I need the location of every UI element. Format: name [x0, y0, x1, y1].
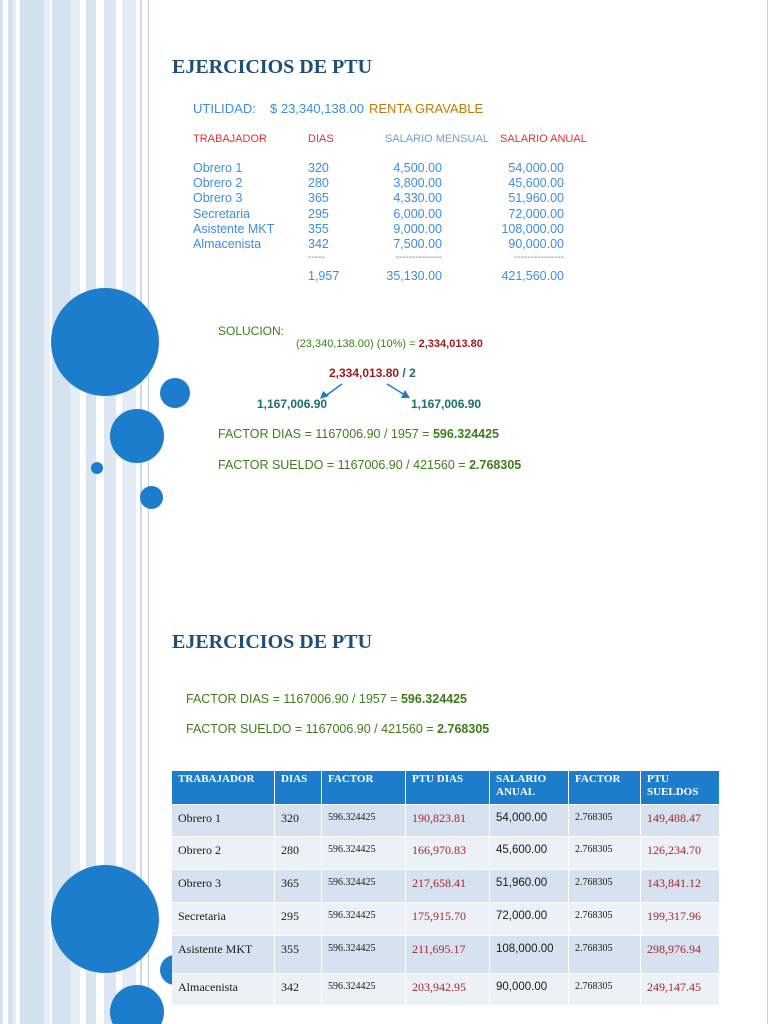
decor-stripe [20, 512, 44, 1024]
cell-name: Asistente MKT [172, 935, 275, 973]
column-header: TRABAJADOR [172, 771, 275, 804]
decor-circle [140, 486, 163, 509]
worker-salario-anual: 54,000.00 [508, 161, 564, 175]
half-right: 1,167,006.90 [411, 397, 482, 411]
factor-dias-line [218, 427, 499, 441]
cell-factor: 596.324425 [322, 973, 406, 1005]
table-row [172, 902, 720, 935]
cell-dias: 355 [275, 935, 322, 973]
cell-ptu-sueldos: 298,976.94 [641, 935, 720, 973]
worker-salario-mensual: 7,500.00 [393, 237, 442, 251]
cell-ptu-dias: 211,695.17 [406, 935, 490, 973]
factor-sueldo-value: 2.768305 [437, 722, 490, 736]
worker-salario-mensual: 6,000.00 [393, 206, 442, 221]
factor-sueldo-line [218, 458, 521, 472]
formula-result: 2,334,013.80 [418, 338, 483, 350]
decor-stripe [0, 512, 3, 1024]
worker-dias: 365 [308, 191, 329, 206]
worker-dias: 320 [308, 161, 329, 175]
split-divisor: / 2 [402, 366, 416, 380]
decor-circle [110, 409, 164, 463]
cell-salario: 54,000.00 [490, 804, 569, 836]
cell-factor: 596.324425 [322, 804, 406, 836]
table-header-row [172, 771, 720, 804]
separator-mensual: -------------- [395, 252, 442, 263]
cell-salario: 108,000.00 [490, 935, 569, 973]
decor-stripe [70, 0, 80, 512]
cell-factor: 596.324425 [322, 902, 406, 935]
cell-ptu-sueldos: 126,234.70 [641, 836, 720, 869]
cell-ptu-dias: 217,658.41 [406, 869, 490, 902]
worker-salario-anual: 72,000.00 [508, 206, 564, 221]
worker-name: Obrero 3 [193, 191, 243, 206]
worker-name: Almacenista [193, 237, 262, 251]
slide-title: EJERCICIOS DE PTU [172, 56, 373, 78]
split-value: 2,334,013.80 [329, 366, 400, 380]
factor-dias-value: 596.324425 [432, 427, 500, 441]
table-row [172, 935, 720, 973]
cell-ptu-sueldos: 143,841.12 [641, 869, 720, 902]
worker-salario-mensual: 3,800.00 [393, 176, 442, 191]
cell-name: Obrero 2 [172, 836, 275, 869]
cell-salario: 45,600.00 [490, 836, 569, 869]
worker-salario-anual: 45,600.00 [508, 176, 564, 191]
renta-gravable-label: RENTA GRAVABLE [369, 101, 484, 116]
decor-stripe [13, 0, 16, 512]
cell-ptu-dias: 175,915.70 [406, 902, 490, 935]
cell-ptu-sueldos: 249,147.45 [641, 973, 720, 1005]
decor-circle [110, 985, 164, 1024]
cell-name: Obrero 1 [172, 804, 275, 836]
table-row [172, 973, 720, 1005]
cell-dias: 342 [275, 973, 322, 1005]
table-row [172, 869, 720, 902]
worker-salario-mensual: 4,500.00 [393, 161, 442, 175]
formula-line [296, 338, 483, 350]
decor-stripe [13, 512, 16, 1024]
decor-stripe [96, 0, 104, 512]
worker-salario-anual: 51,960.00 [508, 191, 564, 206]
utilidad-label: UTILIDAD: [193, 101, 256, 116]
cell-factor2: 2.768305 [569, 902, 641, 935]
utilidad-value: $ 23,340,138.00 [270, 101, 364, 116]
total-anual: 421,560.00 [501, 269, 564, 283]
worker-salario-mensual: 9,000.00 [393, 221, 442, 236]
column-header: DIAS [275, 771, 322, 804]
decor-circle [51, 865, 159, 973]
solucion-label: SOLUCION: [218, 324, 285, 338]
total-dias: 1,957 [308, 269, 340, 283]
decor-stripe [44, 0, 50, 512]
cell-factor2: 2.768305 [569, 836, 641, 869]
factor-dias-text: FACTOR DIAS = 1167006.90 / 1957 = [218, 427, 430, 441]
cell-salario: 72,000.00 [490, 902, 569, 935]
column-header: FACTOR [569, 771, 641, 804]
cell-ptu-dias: 203,942.95 [406, 973, 490, 1005]
worker-dias: 280 [308, 176, 329, 191]
worker-name: Obrero 1 [193, 161, 243, 175]
factor-dias-text: FACTOR DIAS = 1167006.90 / 1957 = [186, 692, 398, 706]
column-header: SALARIO ANUAL [490, 771, 569, 804]
slide-2 [0, 512, 768, 1024]
cell-factor2: 2.768305 [569, 935, 641, 973]
worker-name: Secretaria [193, 206, 250, 221]
worker-dias: 342 [308, 237, 329, 251]
worker-salario-anual: 90,000.00 [508, 237, 564, 251]
decor-circle [91, 462, 103, 474]
worker-dias: 355 [308, 221, 329, 236]
cell-salario: 90,000.00 [490, 973, 569, 1005]
cell-ptu-sueldos: 149,488.47 [641, 804, 720, 836]
slide-title: EJERCICIOS DE PTU [172, 631, 373, 653]
factor-sueldo-value: 2.768305 [469, 458, 522, 472]
cell-name: Secretaria [172, 902, 275, 935]
factor-sueldo-text: FACTOR SUELDO = 1167006.90 / 421560 = [218, 458, 466, 472]
worker-name: Obrero 2 [193, 176, 243, 191]
column-header: PTU DIAS [406, 771, 490, 804]
cell-factor: 596.324425 [322, 935, 406, 973]
cell-dias: 320 [275, 804, 322, 836]
factor-sueldo-text: FACTOR SUELDO = 1167006.90 / 421560 = [186, 722, 434, 736]
cell-dias: 295 [275, 902, 322, 935]
decor-stripe [20, 0, 44, 512]
cell-factor2: 2.768305 [569, 804, 641, 836]
decor-circle [160, 378, 190, 408]
cell-factor: 596.324425 [322, 836, 406, 869]
table-row [172, 836, 720, 869]
header-salario-mensual: SALARIO MENSUAL [385, 133, 489, 145]
factor-sueldo-line [186, 722, 489, 736]
worker-salario-anual: 108,000.00 [501, 221, 564, 236]
ptu-table [172, 771, 720, 1005]
worker-salario-mensual: 4,330.00 [393, 191, 442, 206]
half-left: 1,167,006.90 [257, 397, 328, 411]
worker-name: Asistente MKT [193, 221, 275, 236]
decor-circle [51, 288, 159, 396]
cell-dias: 365 [275, 869, 322, 902]
separator-anual: --------------- [514, 252, 564, 263]
separator-dias: ----- [308, 252, 325, 263]
formula-text: (23,340,138.00) (10%) = [296, 338, 416, 350]
cell-ptu-dias: 190,823.81 [406, 804, 490, 836]
cell-factor2: 2.768305 [569, 869, 641, 902]
cell-name: Almacenista [172, 973, 275, 1005]
cell-factor2: 2.768305 [569, 973, 641, 1005]
decor-stripe [0, 0, 3, 512]
cell-ptu-sueldos: 199,317.96 [641, 902, 720, 935]
cell-dias: 280 [275, 836, 322, 869]
factor-dias-value: 596.324425 [400, 692, 468, 706]
cell-name: Obrero 3 [172, 869, 275, 902]
cell-ptu-dias: 166,970.83 [406, 836, 490, 869]
header-salario-anual: SALARIO ANUAL [500, 133, 587, 145]
cell-factor: 596.324425 [322, 869, 406, 902]
decor-stripe [52, 0, 70, 512]
factor-dias-line [186, 692, 467, 706]
cell-salario: 51,960.00 [490, 869, 569, 902]
header-dias: DIAS [308, 133, 334, 145]
column-header: PTU SUELDOS [641, 771, 720, 804]
header-trabajador: TRABAJADOR [193, 133, 267, 145]
total-mensual: 35,130.00 [386, 269, 442, 283]
decor-stripe [86, 0, 96, 512]
column-header: FACTOR [322, 771, 406, 804]
arrow-down-right-icon [387, 384, 410, 398]
table-row [172, 804, 720, 836]
decor-stripe [44, 512, 50, 1024]
worker-dias: 295 [308, 206, 329, 221]
